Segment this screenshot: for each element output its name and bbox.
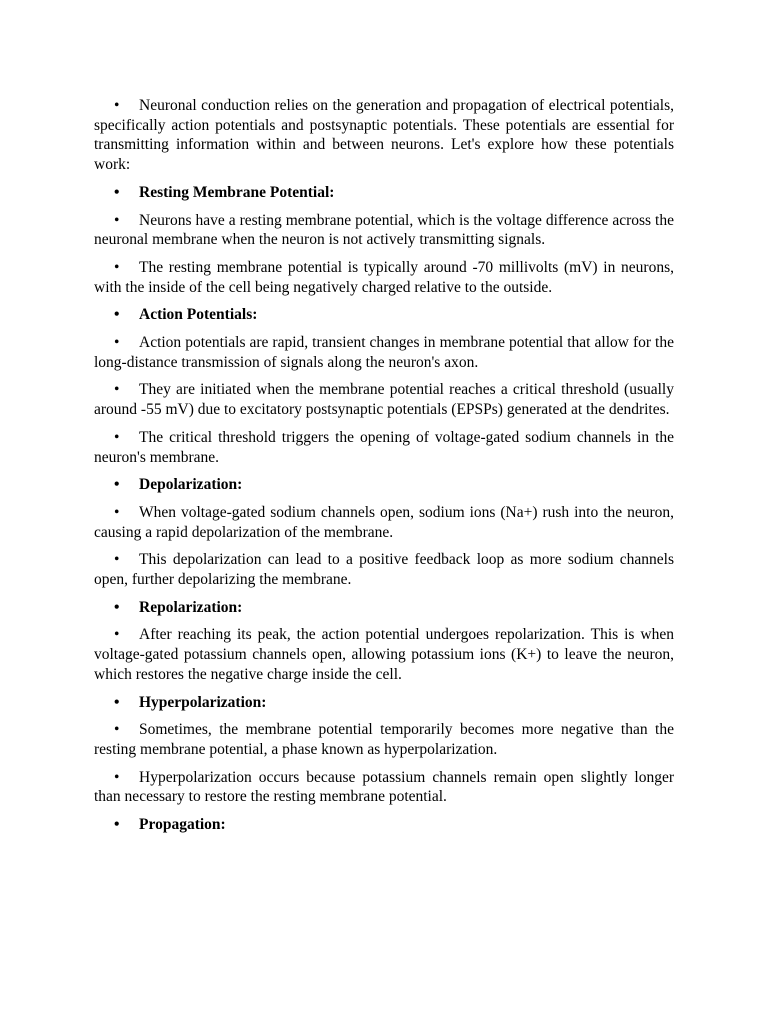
heading-repolarization xyxy=(94,598,674,618)
paragraph-text: The critical threshold triggers the opening of voltage-gated sodium channels in the neuron's membrane. xyxy=(94,428,674,466)
heading-text: Hyperpolarization: xyxy=(139,693,267,711)
heading-text: Repolarization: xyxy=(139,598,243,616)
paragraph-text: Hyperpolarization occurs because potassium channels remain open slightly longer than necessary to restore the resting membrane potential. xyxy=(94,768,674,806)
document-page xyxy=(94,96,674,843)
bullet-icon: • xyxy=(114,211,120,229)
bullet-icon: • xyxy=(114,721,120,739)
paragraph-text: Neurons have a resting membrane potential, which is the voltage difference across the neuronal membrane when the neuron is not actively transmitting signals. xyxy=(94,211,674,249)
paragraph-text: The resting membrane potential is typically around -70 millivolts (mV) in neurons, with the inside of the cell being negatively charged relative to the outside. xyxy=(94,258,674,296)
heading-propagation xyxy=(94,815,674,835)
bullet-icon: • xyxy=(114,183,120,201)
bullet-icon: • xyxy=(114,428,120,446)
paragraph-text: This depolarization can lead to a positive feedback loop as more sodium channels open, further depolarizing the membrane. xyxy=(94,551,674,589)
bullet-paragraph xyxy=(94,211,674,250)
bullet-icon: • xyxy=(114,598,120,616)
heading-text: Resting Membrane Potential: xyxy=(139,183,335,201)
heading-action-potentials xyxy=(94,305,674,325)
bullet-paragraph xyxy=(94,380,674,419)
bullet-icon: • xyxy=(114,551,120,569)
bullet-icon: • xyxy=(114,626,120,644)
bullet-icon: • xyxy=(114,476,120,494)
bullet-icon: • xyxy=(114,306,120,324)
paragraph-text: Sometimes, the membrane potential temporarily becomes more negative than the resting membrane potential, a phase known as hyperpolarization. xyxy=(94,721,674,758)
paragraph-text: Neuronal conduction relies on the generation and propagation of electrical potentials, specifically action potentials and postsynaptic potentials. These potentials are essential for transmitting information within and between neurons. Let's explore how these potentials work: xyxy=(94,97,674,174)
bullet-icon: • xyxy=(114,503,120,521)
bullet-paragraph xyxy=(94,428,674,467)
bullet-icon: • xyxy=(114,816,120,834)
bullet-icon: • xyxy=(114,97,120,114)
bullet-paragraph xyxy=(94,550,674,589)
bullet-paragraph xyxy=(94,768,674,807)
bullet-paragraph xyxy=(94,625,674,684)
intro-paragraph xyxy=(94,96,674,175)
bullet-icon: • xyxy=(114,258,120,276)
paragraph-text: After reaching its peak, the action potential undergoes repolarization. This is when voltage-gated potassium channels open, allowing potassium ions (K+) to leave the neuron, which restores the negative charge inside the cell. xyxy=(94,626,674,683)
paragraph-text: They are initiated when the membrane potential reaches a critical threshold (usually around -55 mV) due to excitatory postsynaptic potentials (EPSPs) generated at the dendrites. xyxy=(94,381,674,419)
heading-depolarization xyxy=(94,475,674,495)
heading-text: Propagation: xyxy=(139,816,226,834)
bullet-icon: • xyxy=(114,381,120,399)
bullet-icon: • xyxy=(114,693,120,711)
paragraph-text: When voltage-gated sodium channels open, sodium ions (Na+) rush into the neuron, causing a rapid depolarization of the membrane. xyxy=(94,503,674,541)
heading-hyperpolarization xyxy=(94,693,674,713)
paragraph-text: Action potentials are rapid, transient changes in membrane potential that allow for the long-distance transmission of signals along the neuron's axon. xyxy=(94,334,674,371)
heading-text: Action Potentials: xyxy=(139,306,258,324)
bullet-paragraph xyxy=(94,333,674,372)
bullet-icon: • xyxy=(114,768,120,786)
bullet-paragraph xyxy=(94,720,674,759)
heading-resting-membrane-potential xyxy=(94,183,674,203)
bullet-icon: • xyxy=(114,334,120,352)
heading-text: Depolarization: xyxy=(139,476,243,494)
bullet-paragraph xyxy=(94,258,674,297)
bullet-paragraph xyxy=(94,503,674,542)
